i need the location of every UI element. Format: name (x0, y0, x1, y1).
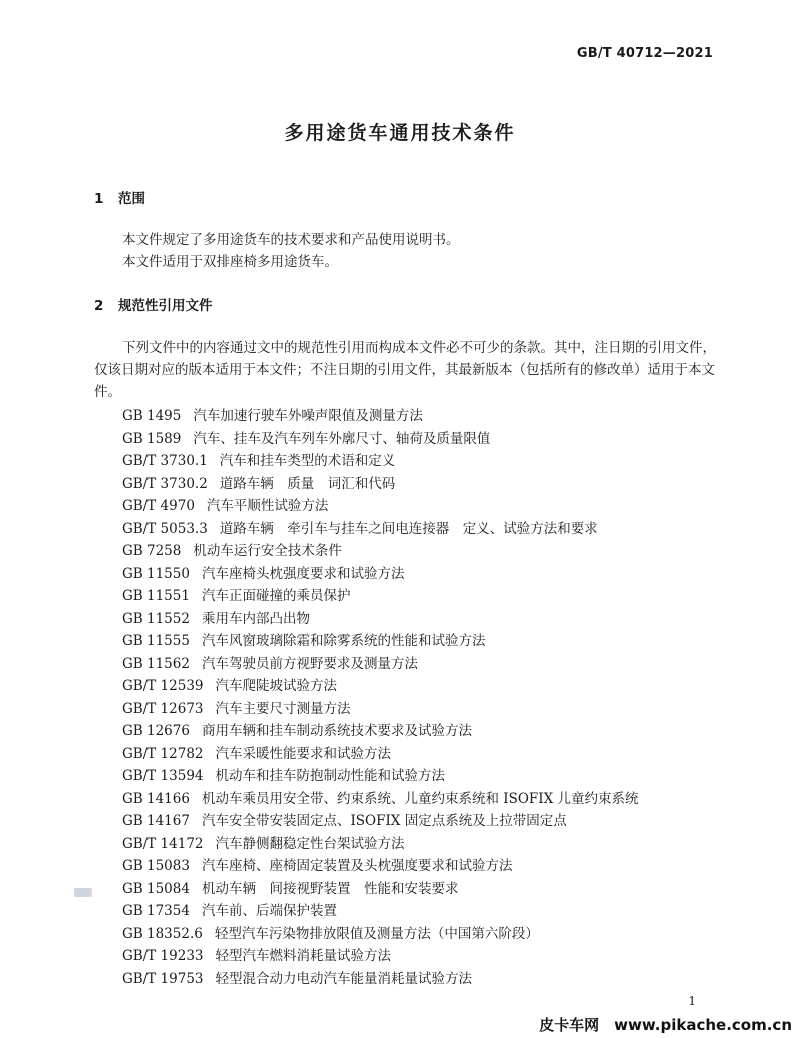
reference-code: GB 14166 (122, 790, 190, 807)
reference-item (122, 473, 639, 496)
reference-code: GB/T 14172 (122, 835, 204, 852)
section-2-number: 2 (94, 298, 104, 314)
reference-code: GB 11552 (122, 610, 190, 627)
reference-title: 汽车座椅头枕强度要求和试验方法 (201, 565, 405, 582)
section-1-body (94, 229, 716, 273)
reference-title: 轻型汽车污染物排放限值及测量方法（中国第六阶段） (214, 925, 539, 942)
section-1-title: 范围 (118, 191, 145, 207)
reference-title: 汽车静侧翻稳定性台架试验方法 (215, 835, 405, 852)
reference-code: GB/T 19753 (122, 970, 204, 987)
scope-paragraph-1: 本文件规定了多用途货车的技术要求和产品使用说明书。 (122, 232, 460, 248)
reference-title: 机动车运行安全技术条件 (193, 543, 342, 559)
reference-code: GB 1495 (122, 408, 182, 424)
reference-title: 机动车辆 间接视野装置 性能和安装要求 (201, 880, 459, 897)
references-intro-paragraph: 下列文件中的内容通过文中的规范性引用而构成本文件必不可少的条款。其中，注日期的引用文件，仅该日期对应的版本适用于本文件；不注日期的引用文件，其最新版本（包括所有的修改单）适用于本文件。 (94, 340, 716, 400)
reference-title: 商用车辆和挂车制动系统技术要求及试验方法 (201, 723, 472, 739)
reference-title: 轻型混合动力电动汽车能量消耗量试验方法 (215, 970, 472, 987)
reference-title: 汽车驾驶员前方视野要求及测量方法 (201, 655, 418, 672)
reference-code: GB/T 13594 (122, 768, 204, 784)
reference-item (122, 428, 639, 451)
reference-code: GB/T 3730.2 (122, 475, 208, 492)
reference-item (122, 945, 639, 968)
reference-title: 道路车辆 牵引车与挂车之间电连接器 定义、试验方法和要求 (219, 520, 598, 537)
section-2-title: 规范性引用文件 (118, 298, 213, 314)
reference-item (122, 743, 639, 766)
reference-list (122, 405, 639, 990)
standard-number: GB/T 40712—2021 (576, 46, 713, 61)
section-1-number: 1 (94, 191, 104, 207)
reference-title: 汽车正面碰撞的乘员保护 (201, 588, 351, 604)
reference-title: 机动车乘员用安全带、约束系统、儿童约束系统和 ISOFIX 儿童约束系统 (201, 790, 639, 807)
reference-item (122, 540, 639, 563)
reference-item (122, 450, 639, 473)
reference-item (122, 720, 639, 743)
reference-code: GB/T 12539 (122, 678, 204, 694)
reference-code: GB/T 12673 (122, 700, 204, 717)
reference-item (122, 630, 639, 653)
section-2-heading (94, 294, 213, 314)
reference-item (122, 900, 639, 923)
reference-item (122, 788, 639, 811)
reference-item (122, 833, 639, 856)
reference-code: GB/T 5053.3 (122, 520, 208, 537)
reference-title: 汽车加速行驶车外噪声限值及测量方法 (193, 408, 423, 424)
section-1-heading (94, 187, 145, 207)
reference-title: 汽车爬陡坡试验方法 (215, 678, 337, 694)
reference-code: GB 17354 (122, 903, 190, 919)
reference-code: GB 7258 (122, 543, 182, 559)
reference-item (122, 653, 639, 676)
reference-item (122, 518, 639, 541)
reference-title: 汽车安全带安装固定点、ISOFIX 固定点系统及上拉带固定点 (201, 813, 567, 829)
reference-title: 汽车主要尺寸测量方法 (215, 700, 351, 717)
reference-item (122, 765, 639, 788)
reference-code: GB 11562 (122, 655, 190, 672)
reference-title: 汽车座椅、座椅固定装置及头枕强度要求和试验方法 (201, 858, 513, 874)
reference-item (122, 495, 639, 518)
reference-title: 汽车平顺性试验方法 (206, 498, 329, 514)
reference-code: GB/T 12782 (122, 745, 204, 762)
reference-title: 汽车前、后端保护装置 (201, 903, 337, 919)
reference-title: 汽车和挂车类型的术语和定义 (219, 453, 396, 469)
reference-code: GB/T 4970 (122, 498, 195, 514)
reference-item (122, 585, 639, 608)
reference-item (122, 878, 639, 901)
reference-code: GB 14167 (122, 813, 190, 829)
page-number: 1 (688, 994, 696, 1008)
reference-title: 汽车、挂车及汽车列车外廓尺寸、轴荷及质量限值 (193, 430, 491, 447)
reference-item (122, 855, 639, 878)
reference-item (122, 698, 639, 721)
reference-item (122, 675, 639, 698)
reference-code: GB 11551 (122, 588, 190, 604)
reference-item (122, 563, 639, 586)
reference-code: GB/T 3730.1 (122, 453, 208, 469)
reference-code: GB 11550 (122, 565, 190, 582)
reference-item (122, 405, 639, 428)
reference-code: GB 12676 (122, 723, 190, 739)
reference-title: 汽车采暖性能要求和试验方法 (215, 745, 391, 762)
reference-code: GB 1589 (122, 430, 182, 447)
reference-code: GB/T 19233 (122, 948, 204, 964)
reference-code: GB 11555 (122, 633, 190, 649)
reference-code: GB 15083 (122, 858, 190, 874)
scope-paragraph-2: 本文件适用于双排座椅多用途货车。 (122, 254, 338, 270)
reference-item (122, 608, 639, 631)
reference-title: 汽车风窗玻璃除霜和除雾系统的性能和试验方法 (201, 633, 486, 649)
reference-item (122, 923, 639, 946)
reference-title: 机动车和挂车防抱制动性能和试验方法 (215, 768, 445, 784)
reference-title: 道路车辆 质量 词汇和代码 (219, 475, 396, 492)
reference-code: GB 15084 (122, 880, 190, 897)
reference-item (122, 810, 639, 833)
section-2-intro (94, 337, 716, 403)
document-title: 多用途货车通用技术条件 (284, 122, 516, 144)
watermark: 皮卡车网 www.pikache.com.cn (539, 1016, 792, 1034)
reference-code: GB 18352.6 (122, 925, 203, 942)
reference-title: 轻型汽车燃料消耗量试验方法 (215, 948, 391, 964)
reference-item (122, 968, 639, 991)
side-mark (74, 888, 92, 897)
reference-title: 乘用车内部凸出物 (201, 610, 310, 627)
